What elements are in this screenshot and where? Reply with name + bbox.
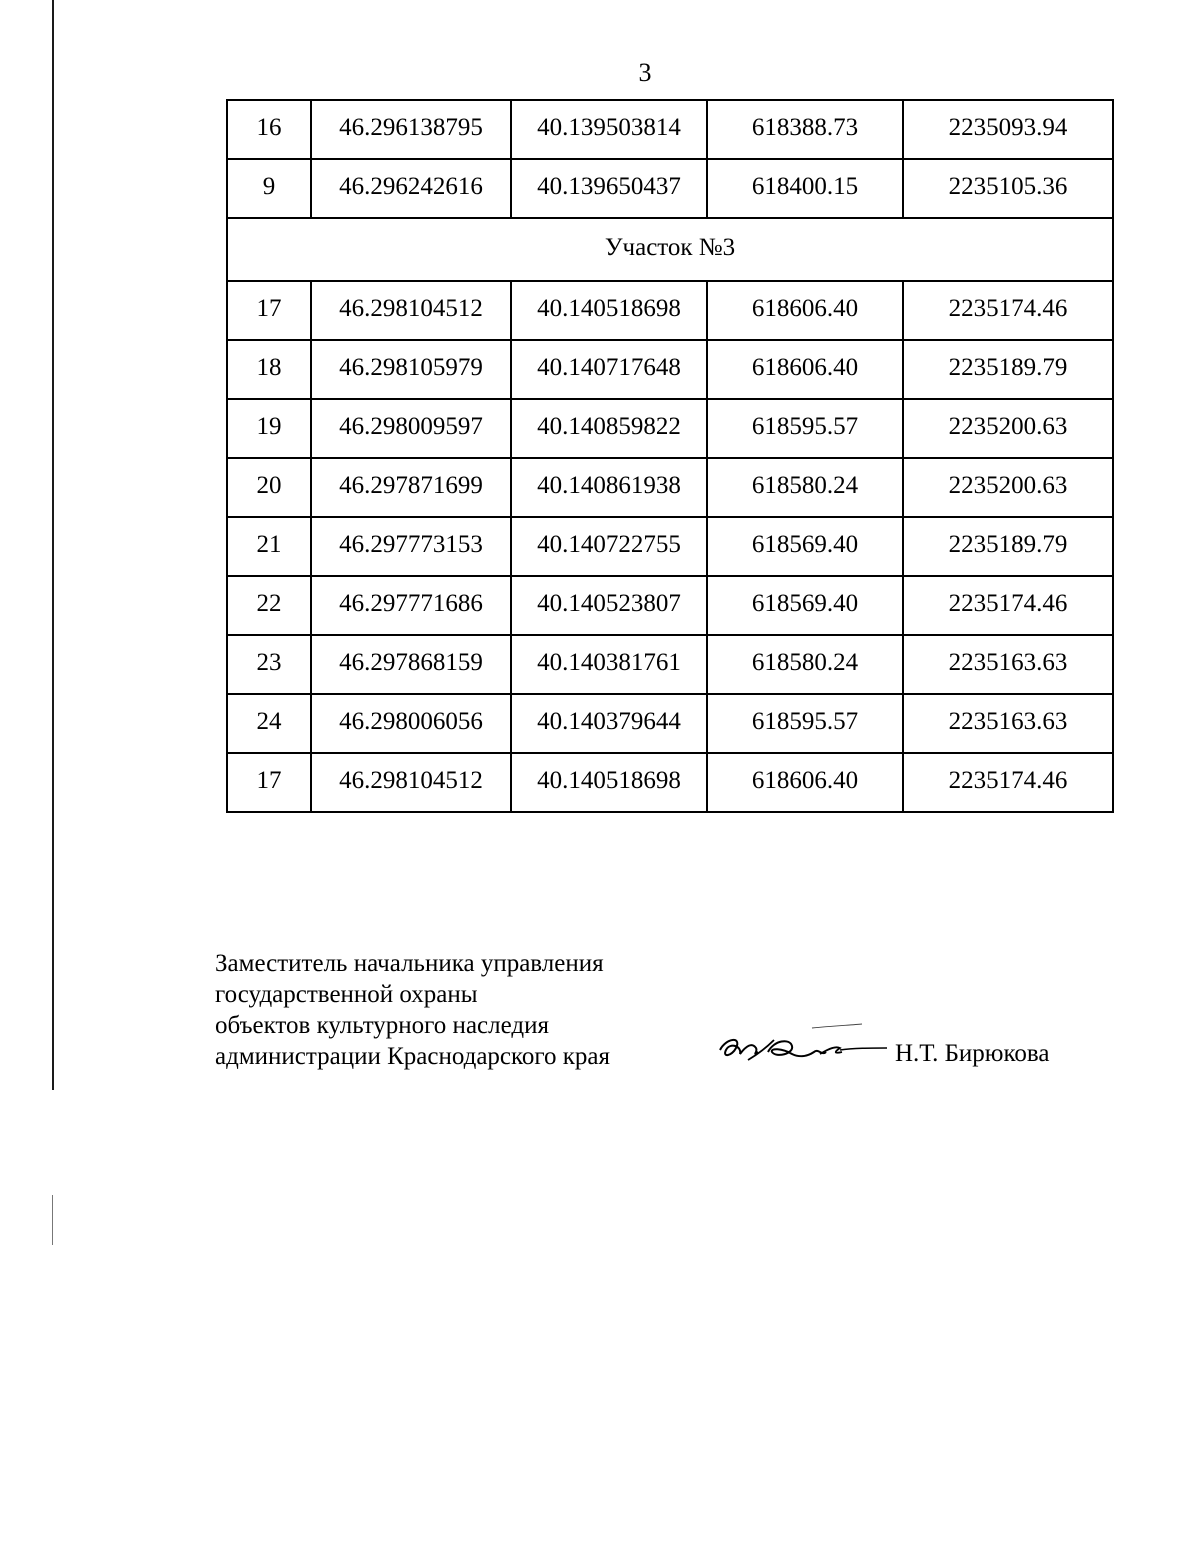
table-row bbox=[227, 517, 1113, 576]
table-cell bbox=[227, 399, 311, 458]
table-row bbox=[227, 340, 1113, 399]
table-cell-value: 40.140381761 bbox=[537, 648, 681, 676]
table-cell bbox=[707, 159, 903, 218]
table-cell-value: 2235174.46 bbox=[948, 294, 1068, 322]
table-cell-value: 40.139650437 bbox=[537, 172, 681, 200]
table-cell bbox=[903, 281, 1113, 340]
table-cell-value: 46.297773153 bbox=[339, 530, 483, 558]
table-cell bbox=[311, 399, 511, 458]
table-cell bbox=[311, 159, 511, 218]
table-cell-value: 2235200.63 bbox=[948, 471, 1068, 499]
table-cell bbox=[511, 517, 707, 576]
table-cell bbox=[511, 635, 707, 694]
table-cell bbox=[227, 159, 311, 218]
table-cell-value: 618569.40 bbox=[751, 530, 859, 558]
table-cell bbox=[227, 694, 311, 753]
table-cell-value: 618606.40 bbox=[751, 766, 859, 794]
table-cell-value: 40.140518698 bbox=[537, 294, 681, 322]
table-cell-value: 2235093.94 bbox=[948, 113, 1068, 141]
signatory-position-line: администрации Краснодарского края bbox=[215, 1043, 611, 1070]
table-cell bbox=[227, 340, 311, 399]
table-cell bbox=[311, 635, 511, 694]
table-cell bbox=[903, 635, 1113, 694]
table-cell bbox=[707, 100, 903, 159]
table-row bbox=[227, 694, 1113, 753]
table-cell-value: 2235163.63 bbox=[948, 648, 1068, 676]
table-cell bbox=[707, 635, 903, 694]
table-cell bbox=[707, 576, 903, 635]
table-cell-value: 2235189.79 bbox=[948, 353, 1068, 381]
table-cell bbox=[227, 517, 311, 576]
table-cell-value: 40.140722755 bbox=[537, 530, 681, 558]
table-cell bbox=[903, 576, 1113, 635]
table-cell-value: 46.298009597 bbox=[339, 412, 483, 440]
table-cell bbox=[903, 517, 1113, 576]
table-cell bbox=[707, 281, 903, 340]
table-cell-value: 40.140861938 bbox=[537, 471, 681, 499]
table-cell-value: 46.298006056 bbox=[339, 707, 483, 735]
table-row bbox=[227, 753, 1113, 812]
section-title-cell bbox=[227, 218, 1113, 281]
coordinates-table-body bbox=[227, 100, 1113, 812]
table-cell-value: 46.298105979 bbox=[339, 353, 483, 381]
signatory-position-line: объектов культурного наследия bbox=[215, 1012, 549, 1039]
page-number: 3 bbox=[638, 58, 652, 87]
table-cell-value: 618388.73 bbox=[751, 113, 859, 141]
table-cell bbox=[903, 399, 1113, 458]
table-cell-value: 40.140523807 bbox=[537, 589, 681, 617]
table-row bbox=[227, 458, 1113, 517]
table-cell-value: 618580.24 bbox=[751, 471, 859, 499]
table-cell bbox=[707, 517, 903, 576]
signer-name: Н.Т. Бирюкова bbox=[895, 1040, 1050, 1067]
section-row bbox=[227, 218, 1113, 281]
table-cell-value: 19 bbox=[256, 412, 282, 440]
table-cell-value: 46.296138795 bbox=[339, 113, 483, 141]
table-cell bbox=[311, 517, 511, 576]
table-cell bbox=[227, 635, 311, 694]
table-cell-value: 2235163.63 bbox=[948, 707, 1068, 735]
table-cell bbox=[903, 694, 1113, 753]
table-cell-value: 17 bbox=[256, 766, 282, 794]
signature-icon bbox=[712, 1020, 892, 1080]
table-cell-value: 2235174.46 bbox=[948, 589, 1068, 617]
table-cell-value: 46.297871699 bbox=[339, 471, 483, 499]
table-cell bbox=[511, 100, 707, 159]
table-cell-value: 46.297771686 bbox=[339, 589, 483, 617]
table-cell-value: 618595.57 bbox=[751, 707, 859, 735]
table-cell bbox=[707, 458, 903, 517]
table-row bbox=[227, 576, 1113, 635]
signatory-position-line: Заместитель начальника управления bbox=[215, 950, 604, 977]
table-cell bbox=[311, 753, 511, 812]
table-cell-value: 46.298104512 bbox=[339, 294, 483, 322]
table-cell-value: 618595.57 bbox=[751, 412, 859, 440]
table-cell-value: 46.297868159 bbox=[339, 648, 483, 676]
table-cell bbox=[311, 100, 511, 159]
table-cell-value: 24 bbox=[256, 707, 282, 735]
table-cell bbox=[511, 340, 707, 399]
table-cell bbox=[311, 694, 511, 753]
table-cell-value: 618569.40 bbox=[751, 589, 859, 617]
table-cell-value: 2235189.79 bbox=[948, 530, 1068, 558]
table-row bbox=[227, 159, 1113, 218]
table-cell-value: 9 bbox=[262, 172, 276, 200]
table-cell-value: 618606.40 bbox=[751, 353, 859, 381]
table-cell-value: 18 bbox=[256, 353, 282, 381]
table-cell bbox=[311, 281, 511, 340]
table-cell bbox=[511, 458, 707, 517]
scan-edge-mark bbox=[52, 1195, 53, 1245]
table-cell bbox=[903, 100, 1113, 159]
table-cell-value: 16 bbox=[256, 113, 282, 141]
table-cell-value: 21 bbox=[256, 530, 282, 558]
table-cell bbox=[903, 753, 1113, 812]
table-row bbox=[227, 635, 1113, 694]
table-cell-value: 17 bbox=[256, 294, 282, 322]
table-cell bbox=[511, 281, 707, 340]
table-cell-value: 20 bbox=[256, 471, 282, 499]
table-cell-value: 22 bbox=[256, 589, 282, 617]
table-cell-value: 46.296242616 bbox=[339, 172, 483, 200]
table-cell bbox=[707, 753, 903, 812]
table-cell bbox=[227, 576, 311, 635]
signatory-position bbox=[215, 948, 610, 1072]
table-cell-value: 618400.15 bbox=[751, 172, 859, 200]
signatory-position-line: государственной охраны bbox=[215, 981, 478, 1008]
table-cell-value: 40.139503814 bbox=[537, 113, 681, 141]
table-cell-value: 618580.24 bbox=[751, 648, 859, 676]
signature-block bbox=[712, 1020, 1072, 1090]
table-cell bbox=[511, 753, 707, 812]
table-cell bbox=[311, 576, 511, 635]
table-cell-value: 2235200.63 bbox=[948, 412, 1068, 440]
table-cell bbox=[227, 753, 311, 812]
table-cell bbox=[707, 694, 903, 753]
section-title: Участок №3 bbox=[604, 233, 736, 261]
table-cell bbox=[227, 281, 311, 340]
scan-edge-line bbox=[52, 0, 54, 1090]
table-cell bbox=[311, 458, 511, 517]
table-cell bbox=[903, 458, 1113, 517]
table-cell bbox=[227, 458, 311, 517]
table-cell bbox=[511, 159, 707, 218]
table-cell bbox=[707, 399, 903, 458]
table-row bbox=[227, 100, 1113, 159]
table-cell-value: 40.140859822 bbox=[537, 412, 681, 440]
coordinates-table bbox=[226, 99, 1114, 813]
table-cell bbox=[511, 399, 707, 458]
table-cell bbox=[511, 694, 707, 753]
table-cell bbox=[903, 340, 1113, 399]
table-cell-value: 618606.40 bbox=[751, 294, 859, 322]
table-cell bbox=[707, 340, 903, 399]
table-cell bbox=[903, 159, 1113, 218]
table-row bbox=[227, 399, 1113, 458]
table-cell-value: 23 bbox=[256, 648, 282, 676]
table-row bbox=[227, 281, 1113, 340]
table-cell-value: 46.298104512 bbox=[339, 766, 483, 794]
table-cell bbox=[227, 100, 311, 159]
table-cell-value: 40.140717648 bbox=[537, 353, 681, 381]
table-cell bbox=[311, 340, 511, 399]
table-cell-value: 2235174.46 bbox=[948, 766, 1068, 794]
table-cell bbox=[511, 576, 707, 635]
table-cell-value: 2235105.36 bbox=[948, 172, 1068, 200]
table-cell-value: 40.140518698 bbox=[537, 766, 681, 794]
table-cell-value: 40.140379644 bbox=[537, 707, 681, 735]
